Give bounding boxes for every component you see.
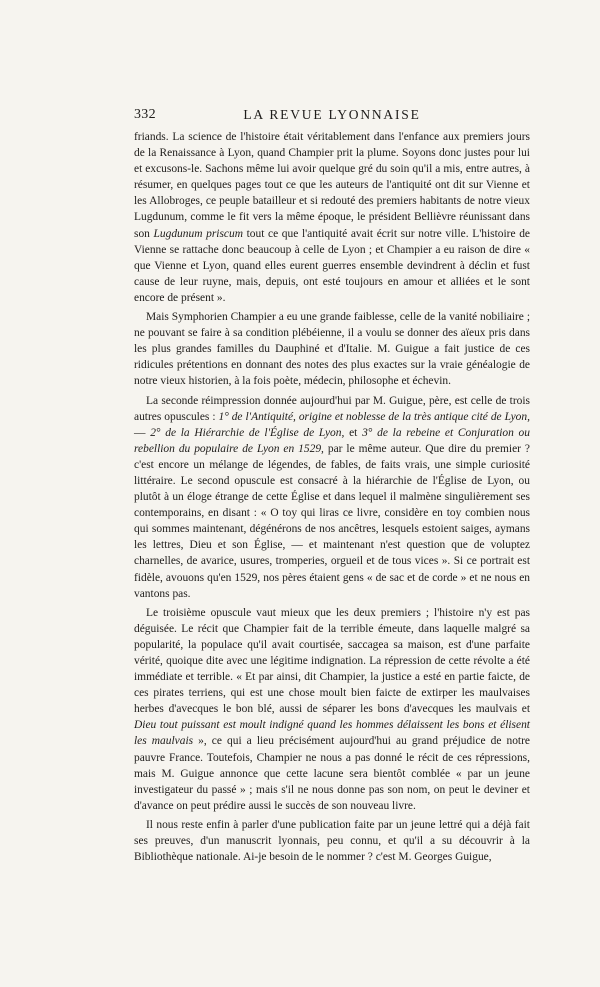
italic-text: 1° de l'Antiquité, origine et noblesse de la très antique cité de Lyon, [218,410,530,423]
text-run: tout ce que l'antiquité avait écrit sur notre ville. L'histoire de Vienne se rattache donc beaucoup à celle de Lyon ; et Champier a eu raison de dire « que Vienne et Lyon, quand elles eurent guerres ensemble devindrent à déclin et fust cause de leur ruyne, mais, depuis, ont esté toujours en amour et alliées et le sont encore de présent ». [134,227,530,304]
text-run: friands. La science de l'histoire était véritablement dans l'enfance aux premiers jours de la Renaissance à Lyon, quand Champier prit la plume. Soyons donc justes pour lui et excusons-le. Sachons même lui avoir quelque gré du soin qu'il a mis, entre autres, à résumer, en quelques pages tout ce que les auteurs de l'antiquité ont dit sur Vienne et les Allobroges, ce peuple batailleur et si redouté des premiers habitants de notre vieux Lugdunum, comme le fit vers la même époque, le président Bellièvre réunissant dans son [134,131,530,240]
running-header [134,107,530,125]
page-number: 332 [134,107,156,122]
italic-text: 3° de la rebeine et Conjuration ou rebellion du populaire de Lyon en 1529, [134,426,530,455]
paragraph [134,817,530,865]
italic-text: Dieu tout puissant est moult indigné quand les hommes délaissent les bons et élisent les maulvais [134,719,530,748]
text-run: Le troisième opuscule vaut mieux que les deux premiers ; l'histoire n'y est pas déguisée. Le récit que Champier fait de la terrible émeute, dans laquelle malgré sa popularité, la populace qu'il avait courtisée, saccagea sa maison, est d'une parfaite vérité, quoique dite avec une légitime indignation. La répression de cette révolte a été immédiate et terrible. « Et par ainsi, dit Champier, la justice a esté en partie faicte, de ces pirates terriens, qui est une chose moult bien faicte de extirper les maulvaises herbes d'avecques le bon blé, aussi de séparer les bons d'avecques les maulvais et [134,606,530,716]
italic-text: 2° de la Hiérarchie de l'Église de Lyon, [150,426,345,439]
paragraph [134,393,530,602]
text-run: et [344,426,363,439]
text-run: Il nous reste enfin à parler d'une publication faite par un jeune lettré qui a déjà fait ses preuves, d'un manuscrit lyonnais, peu connu, et qu'il a su découvrir à la Bibliothèque nationale. Ai-je besoin de le nommer ? c'est M. Georges Guigue, [134,818,530,864]
paragraph [134,309,530,389]
text-run: », ce qui a lieu précisément aujourd'hui au grand préjudice de notre pauvre France. Toutefois, Champier ne nous a pas donné le récit de ces répressions, mais M. Guigue annonce que cette lacune sera bientôt comblée « par un jeune investigateur du passé » ; mais s'il ne nous donne pas son nom, on peut le deviner et d'avance on peut prédire aussi le succès de son nouveau livre. [134,735,530,812]
journal-title: LA REVUE LYONNAISE [243,107,421,122]
text-run: Mais Symphorien Champier a eu une grande faiblesse, celle de la vanité nobiliaire ; ne pouvant se faire à sa condition plébéienne, il a voulu se donner des aïeux pris dans les plus grandes familles du Dauphiné et d'Italie. M. Guigue a fait justice de ces ridicules prétentions en donnant des notes des plus exactes sur la vraie généalogie de notre vieux historien, à la fois poète, médecin, philosophe et échevin. [134,311,530,388]
paragraph [134,605,530,814]
article-body [134,129,530,865]
text-run: — [134,426,151,439]
text-run: par le même auteur. Que dire du premier ? c'est encore un mélange de légendes, de fables, de faits vrais, une simple curiosité littéraire. Le second opuscule est consacré à la hiérarchie de l'Église de Lyon, ou plutôt à un éloge étrange de cette Église et dans lequel il malmène singulièrement ses contemporains, en disant : « O toy qui liras ce livre, considère en toy combien nous qui sommes maintenant, dégénérons de nos ancêtres, lesquels estoient saiges, aymans les lettres, Dieu et son Église, — et maintenant n'est question que de voluptez charnelles, de avarice, usures, tromperies, orgueil et de tous vices ». Si ce portrait est fidèle, avouons qu'en 1529, nos pères étaient gens « de sac et de corde » et ne nous en vantons pas. [134,442,530,600]
paragraph [134,129,530,306]
text-run: La seconde réimpression donnée aujourd'hui par M. Guigue, père, est celle de trois autres opuscules : [134,394,530,423]
italic-text: Lugdunum priscum [153,227,243,240]
